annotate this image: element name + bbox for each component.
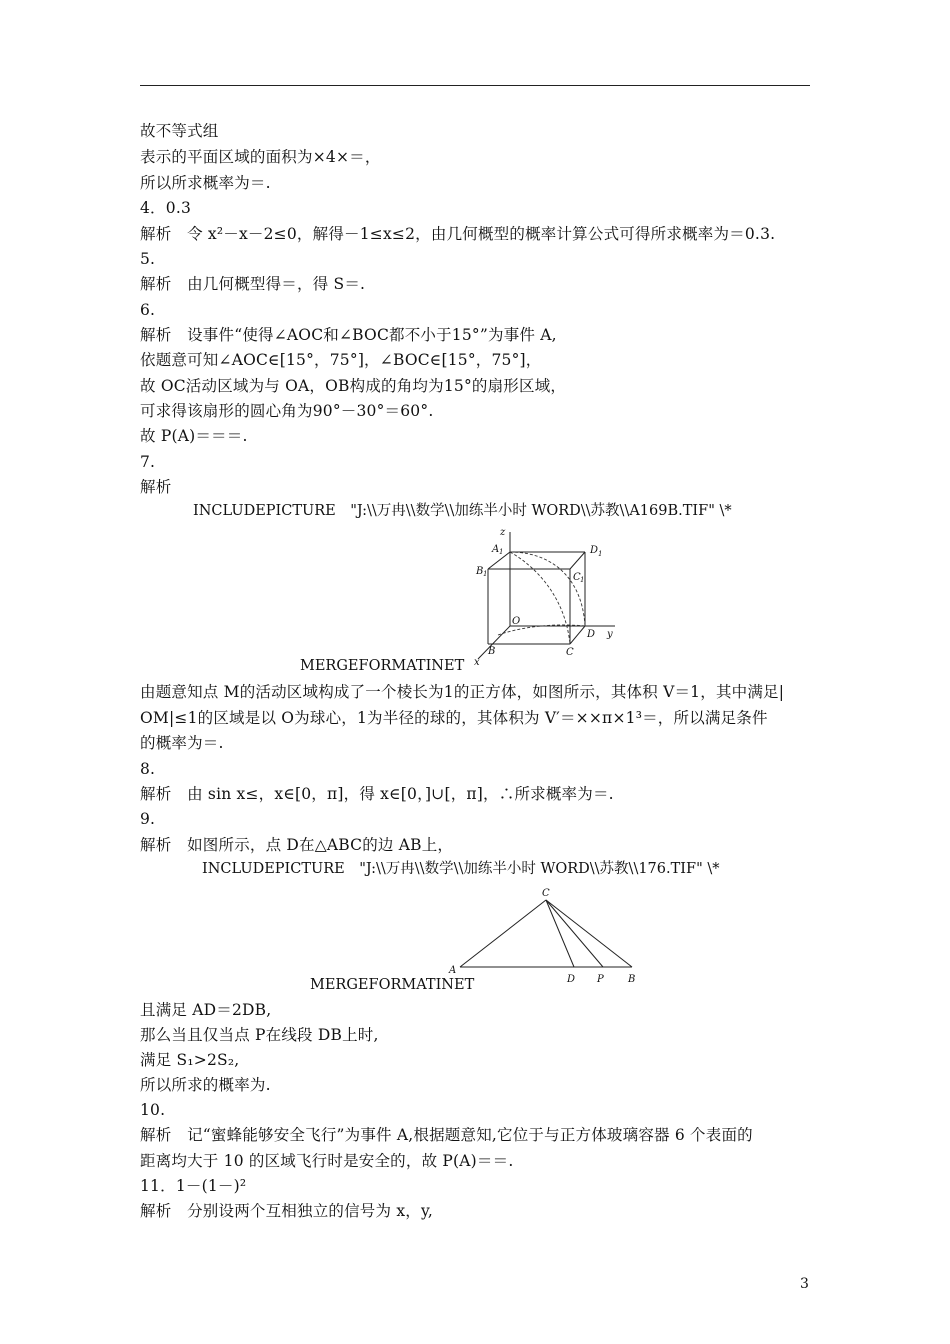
text-line: 故 OC活动区域为与 OA，OB构成的角均为15°的扇形区域， (140, 377, 567, 395)
label-p: P (597, 974, 604, 985)
label-d: D (567, 974, 576, 985)
text-line: 由题意知点 M的活动区域构成了一个棱长为1的正方体，如图所示，其体积 V＝1，其中满足| (140, 683, 785, 701)
text-line: 解析 记“蜜蜂能够安全飞行”为事件 A,根据题意知,它位于与正方体玻璃容器 6 个表面的 (140, 1126, 753, 1144)
side-ac (460, 900, 546, 967)
text-line: 6. (140, 301, 156, 319)
cube-figure (470, 526, 630, 668)
text-line: 5. (140, 250, 156, 268)
segment-cd (546, 900, 574, 967)
label-sub: 1 (499, 548, 504, 556)
text-line: 11．1－(1－)² (140, 1177, 247, 1195)
include-picture-field: INCLUDEPICTURE "J:\\万冉\\数学\\加练半小时 WORD\\苏教\\176.TIF" \* (202, 861, 720, 877)
text-line: 10. (140, 1101, 166, 1119)
segment-cp (546, 900, 603, 967)
side-bc (546, 900, 632, 967)
label-c1: C (573, 572, 581, 583)
text-line: 解析 如图所示，点 D在△ABC的边 AB上， (140, 836, 454, 854)
label-z: z (500, 527, 506, 538)
label-c: C (542, 888, 550, 899)
label-d1: D (590, 545, 599, 556)
text-line: 且满足 AD＝2DB, (140, 1001, 272, 1019)
text-line: 7. (140, 453, 156, 471)
label-sub: 1 (580, 576, 585, 584)
label-sub: 1 (483, 570, 488, 578)
text-line: 可求得该扇形的圆心角为90°－30°＝60°. (140, 402, 434, 420)
text-line: 故 P(A)＝＝＝. (140, 427, 248, 445)
text-line: 9. (140, 810, 156, 828)
label-c: C (566, 647, 574, 658)
text-line: 满足 S₁>2S₂, (140, 1051, 240, 1069)
label-a1: A (492, 544, 500, 555)
header-rule (140, 85, 810, 86)
label-o: O (512, 616, 521, 627)
text-line: 解析 由几何概型得＝，得 S＝. (140, 275, 366, 293)
text-line: 解析 由 sin x≤，x∈[0，π]，得 x∈[0，]∪[，π]，∴所求概率为＝. (140, 785, 614, 803)
label-sub: 1 (598, 550, 603, 558)
text-line: 4．0.3 (140, 199, 192, 217)
text-line: 故不等式组 (140, 122, 219, 140)
triangle-figure (445, 885, 645, 987)
text-line: 所以所求的概率为. (140, 1076, 271, 1094)
page-number: 3 (800, 1276, 809, 1292)
text-line: 的概率为＝. (140, 734, 224, 752)
text-line: 距离均大于 10 的区域飞行时是安全的，故 P(A)＝＝. (140, 1152, 514, 1170)
label-x: x (474, 657, 480, 668)
label-b: B (628, 974, 636, 985)
merge-format-field: MERGEFORMATINET (310, 977, 475, 993)
text-line: 解析 令 x²－x－2≤0，解得－1≤x≤2，由几何概型的概率计算公式可得所求概率为＝0.3. (140, 225, 776, 243)
label-d: D (587, 629, 596, 640)
text-line: 解析 设事件“使得∠AOC和∠BOC都不小于15°”为事件 A, (140, 326, 557, 344)
text-line: 解析 (140, 478, 172, 496)
text-line: 8. (140, 760, 156, 778)
text-line: 解析 分别设两个互相独立的信号为 x，y, (140, 1202, 433, 1220)
label-a: A (449, 965, 457, 976)
merge-format-field: MERGEFORMATINET (300, 658, 465, 674)
label-b1: B (476, 566, 484, 577)
label-b: B (488, 646, 496, 657)
text-line: 依题意可知∠AOC∈[15°，75°]，∠BOC∈[15°，75°]， (140, 351, 542, 369)
text-line: OM|≤1的区域是以 O为球心，1为半径的球的，其体积为 V′＝××π×1³＝，所以满足条件 (140, 709, 768, 727)
include-picture-field: INCLUDEPICTURE "J:\\万冉\\数学\\加练半小时 WORD\\苏教\\A169B.TIF" \* (193, 503, 732, 519)
text-line: 那么当且仅当点 P在线段 DB上时, (140, 1026, 379, 1044)
text-line: 表示的平面区域的面积为×4×＝， (140, 148, 381, 166)
label-y: y (607, 629, 613, 640)
text-line: 所以所求概率为＝. (140, 174, 271, 192)
